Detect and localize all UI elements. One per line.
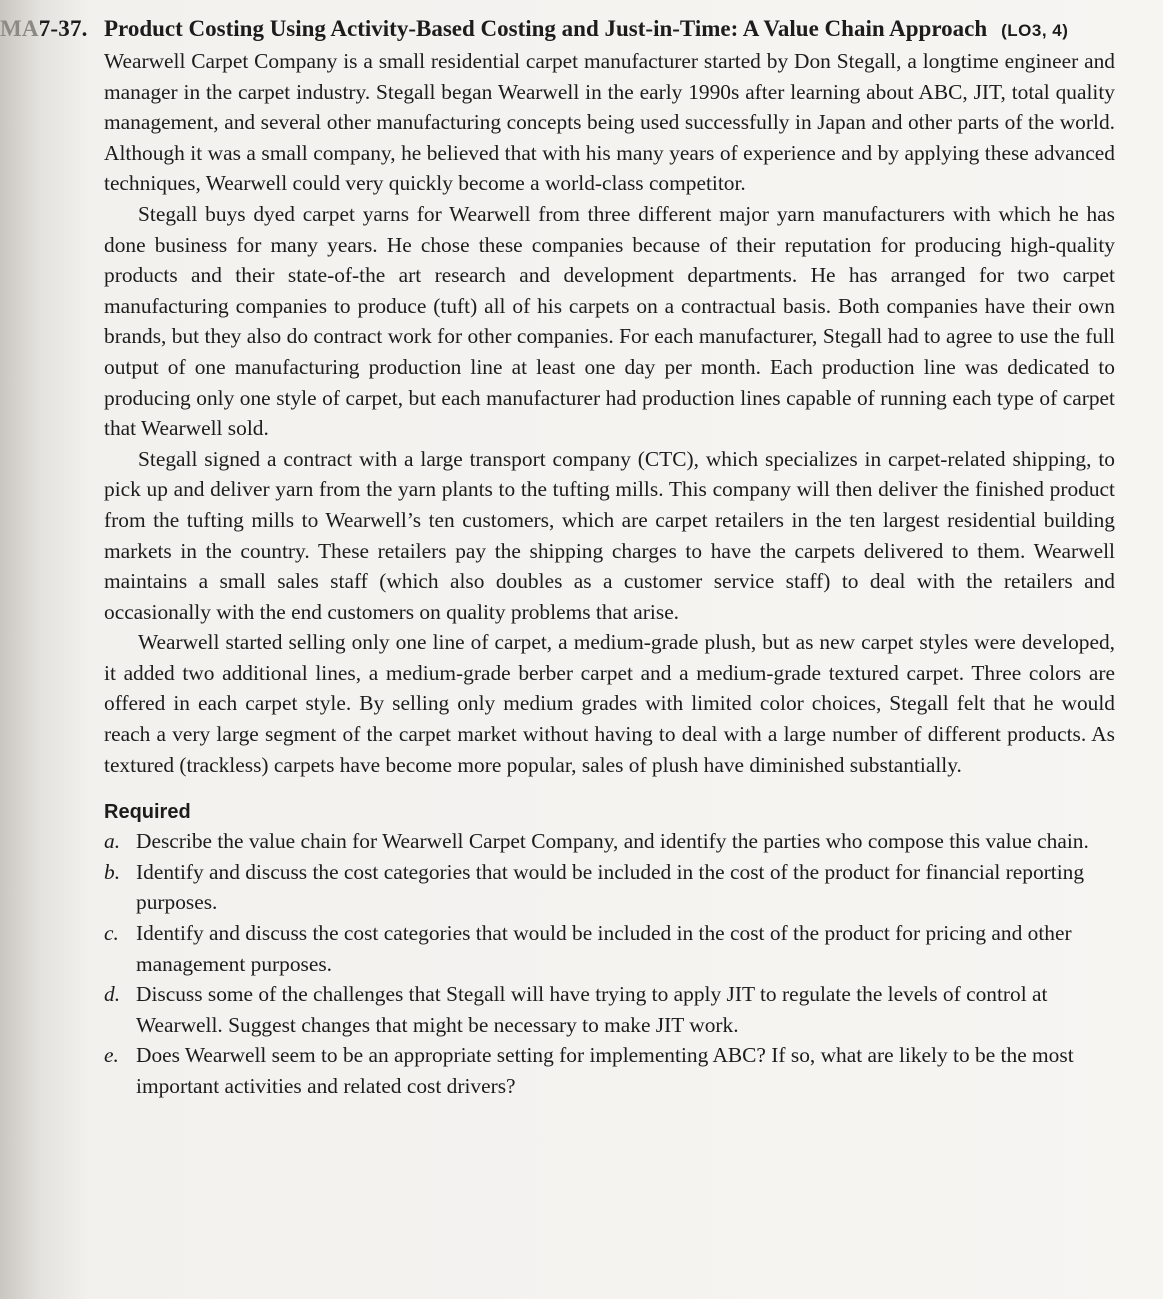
learning-objectives: (LO3, 4) xyxy=(1001,21,1069,40)
paragraph-suppliers: Stegall buys dyed carpet yarns for Wearwell from three different major yarn manufacturers with which he has done business for many years. He chose these companies because of their reputation for producing high-quality products and their state-of-the art research and development departments. He has arranged for two carpet manufacturing companies to produce (tuft) all of his carpets on a contractual basis. Both companies have their own brands, but they also do contract work for other companies. For each manufacturer, Stegall had to agree to use the full output of one manufacturing production line at least one day per month. Each production line was dedicated to producing only one style of carpet, but each manufacturer had production lines capable of running each type of carpet that Wearwell sold. xyxy=(104,201,1115,441)
required-item-d xyxy=(104,979,1115,1040)
required-item-c xyxy=(104,918,1115,979)
problem-title-text: Product Costing Using Activity-Based Costing and Just-in-Time: A Value Chain Approach xyxy=(104,16,988,41)
required-list xyxy=(104,826,1115,1101)
required-item-b xyxy=(104,857,1115,918)
required-item-text: Identify and discuss the cost categories that would be included in the cost of the product for financial reporting purposes. xyxy=(136,859,1085,915)
required-item-text: Describe the value chain for Wearwell Carpet Company, and identify the parties who compose this value chain. xyxy=(136,829,1089,854)
required-heading: Required xyxy=(104,801,191,824)
required-item-text: Does Wearwell seem to be an appropriate setting for implementing ABC? If so, what are likely to be the most important activities and related cost drivers? xyxy=(136,1043,1074,1098)
required-item-letter: c. xyxy=(104,921,119,946)
paragraph-intro: Wearwell Carpet Company is a small residential carpet manufacturer started by Don Stegall, a longtime engineer and manager in the carpet industry. Stegall began Wearwell in the early 1990s after learning about ABC, JIT, total quality management, and several other manufacturing concepts being used successfully in Japan and other parts of the world. Although it was a small company, he believed that with his many years of experience and by applying these advanced techniques, Wearwell could very quickly become a world-class competitor. xyxy=(104,49,1115,196)
problem-number-value: 7-37. xyxy=(38,16,88,41)
required-item-letter: b. xyxy=(104,859,121,884)
required-item-a xyxy=(104,826,1115,857)
problem-number xyxy=(0,14,88,44)
paragraph-transport: Stegall signed a contract with a large transport company (CTC), which specializes in carpet-related shipping, to pick up and deliver yarn from the yarn plants to the tufting mills. This company will then deliver the finished product from the tufting mills to Wearwell’s ten customers, which are carpet retailers in the ten largest residential building markets in the country. These retailers pay the shipping charges to have the carpets delivered to them. Wearwell maintains a small sales staff (which also doubles as a customer service staff) to deal with the retailers and occasionally with the end customers on quality problems that arise. xyxy=(104,446,1115,624)
problem-title xyxy=(104,14,1115,46)
required-item-letter: e. xyxy=(104,1043,119,1068)
required-item-text: Identify and discuss the cost categories that would be included in the cost of the product for pricing and other management purposes. xyxy=(136,921,1072,976)
required-item-letter: d. xyxy=(104,982,121,1007)
required-item-text: Discuss some of the challenges that Stegall will have trying to apply JIT to regulate the levels of control at Wearwell. Suggest changes that might be necessary to make JIT work. xyxy=(136,982,1048,1037)
problem-content xyxy=(104,14,1115,1102)
problem-number-prefix: MA xyxy=(0,16,39,41)
required-item-letter: a. xyxy=(104,829,121,854)
paragraph-product-lines: Wearwell started selling only one line of carpet, a medium-grade plush, but as new carpet styles were developed, it added two additional lines, a medium-grade berber carpet and a medium-grade textured carpet. Three colors are offered in each carpet style. By selling only medium grades with limited color choices, Stegall felt that he would reach a very large segment of the carpet market without having to deal with a large number of different products. As textured (trackless) carpets have become more popular, sales of plush have diminished substantially. xyxy=(104,630,1115,777)
required-item-e xyxy=(104,1040,1115,1101)
